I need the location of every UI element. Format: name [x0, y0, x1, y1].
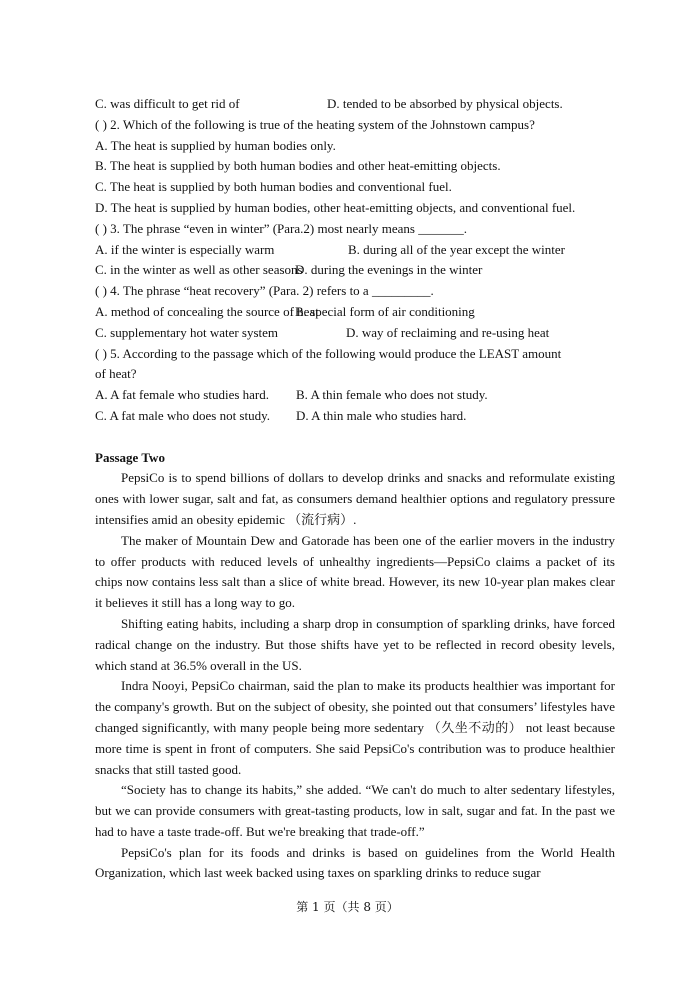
q5-stem-line2: of heat?: [95, 366, 137, 382]
q4-option-b: B. special form of air conditioning: [295, 303, 475, 319]
q3-option-a: A. if the winter is especially warm: [95, 241, 275, 257]
page-content: [95, 94, 615, 884]
q1-options-cd: [95, 94, 615, 115]
q3-options-cd: [95, 260, 615, 281]
q5-option-c: C. A fat male who does not study.: [95, 407, 271, 423]
q5-stem-line1: ( ) 5. According to the passage which of the following would produce the LEAST amount: [95, 345, 562, 361]
q4-option-d: D. way of reclaiming and re-using heat: [346, 324, 550, 340]
page-footer: 第 1 页（共 8 页）: [296, 900, 399, 914]
q1-option-d: D. tended to be absorbed by physical objects.: [327, 96, 563, 111]
q5-option-a: A. A fat female who studies hard.: [95, 387, 270, 403]
paragraph-2: The maker of Mountain Dew and Gatorade has been one of the earlier movers in the industry to offer products with reduced levels of unhealthy ingredients—PepsiCo claims a packet of its chips now contains less salt than a slice of white bread. However, its new 10-year plan makes clear it believes it still has a long way to go.: [95, 532, 615, 611]
q4-stem: ( ) 4. The phrase “heat recovery” (Para. 2) refers to a _________.: [95, 283, 434, 299]
paragraph-1: PepsiCo is to spend billions of dollars to develop drinks and snacks and reformulate existing ones with lower sugar, salt and fat, as consumers demand healthier options and regulatory pressure intensifies amid an obesity epidemic （流行病）.: [95, 470, 615, 527]
q4-option-c: C. supplementary hot water system: [95, 324, 279, 340]
q2-option-b: B. The heat is supplied by both human bodies and other heat-emitting objects.: [95, 158, 501, 174]
paragraph-6: PepsiCo's plan for its foods and drinks is based on guidelines from the World Health Organization, which last week backed using taxes on sparkling drinks to reduce sugar: [95, 844, 615, 881]
q3-option-c: C. in the winter as well as other seasons: [95, 262, 303, 278]
q2-option-a: A. The heat is supplied by human bodies only.: [95, 137, 336, 153]
paragraph-3: Shifting eating habits, including a sharp drop in consumption of sparkling drinks, have forced radical change on the industry. But those shifts have yet to be reflected in record obesity levels, which stand at 36.5% overall in the US.: [95, 615, 615, 673]
q4-options-cd: [95, 323, 615, 344]
q2-option-c: C. The heat is supplied by both human bodies and conventional fuel.: [95, 179, 452, 195]
q3-option-d: D. during the evenings in the winter: [295, 262, 483, 278]
q5-options-ab: [95, 385, 615, 406]
q2-stem: ( ) 2. Which of the following is true of the heating system of the Johnstown campus?: [95, 116, 535, 132]
q4-option-a: A. method of concealing the source of heat: [95, 303, 319, 319]
paragraph-5: “Society has to change its habits,” she added. “We can't do much to alter sedentary lifestyles, but we can provide consumers with great-tasting products, low in salt, sugar and fat. In the past we had to have a taste trade-off. But we're breaking that trade-off.”: [95, 782, 615, 839]
spacer: [95, 427, 615, 448]
q3-options-ab: [95, 240, 615, 261]
q3-option-b: B. during all of the year except the winter: [348, 241, 565, 257]
q2-option-d: D. The heat is supplied by human bodies, other heat-emitting objects, and conventional fuel.: [95, 199, 576, 215]
q1-option-c: C. was difficult to get rid of: [95, 96, 240, 111]
paragraph-4: Indra Nooyi, PepsiCo chairman, said the plan to make its products healthier was important for the company's growth. But on the subject of obesity, she pointed out that consumers’ lifestyles have changed significantly, with many people being more sedentary （久坐不动的） not least because more time is spent in front of computers. She said PepsiCo's contribution was to produce healthier snacks that still tasted good.: [95, 678, 615, 777]
q4-options-ab: [95, 302, 615, 323]
passage-heading: Passage Two: [95, 449, 165, 465]
q5-options-cd: [95, 406, 615, 427]
q5-option-d: D. A thin male who studies hard.: [296, 407, 467, 423]
q3-stem: ( ) 3. The phrase “even in winter” (Para.2) most nearly means _______.: [95, 220, 467, 236]
q5-option-b: B. A thin female who does not study.: [296, 387, 488, 403]
